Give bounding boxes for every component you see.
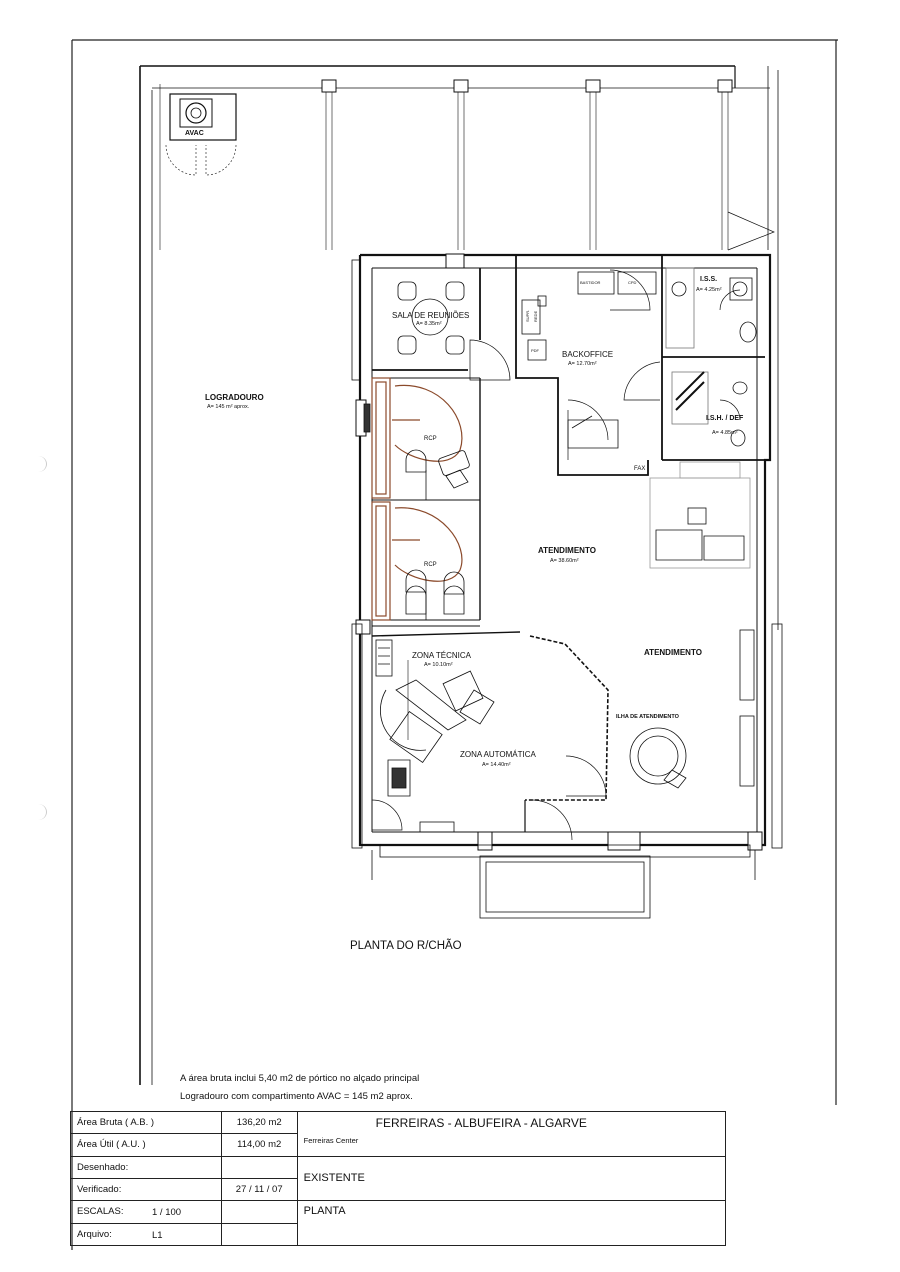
logradouro-area: A= 145 m² aprox. [207, 404, 250, 410]
rcp-2-label: RCP [424, 562, 437, 568]
logradouro-boundary [140, 66, 778, 1085]
area-util-value: 114,00 m2 [221, 1134, 297, 1156]
atendimento-area: A= 38.60m² [550, 558, 579, 564]
escalas-value: 1 / 100 [152, 1207, 182, 1218]
fax-label: FAX [634, 466, 646, 472]
ish-def-area: A= 4.85m² [712, 430, 738, 436]
sheet-type-cell [297, 1201, 725, 1246]
svg-text:CPD: CPD [628, 280, 637, 285]
svg-text:BASTIDOR: BASTIDOR [580, 280, 601, 285]
sala-reunioes-area: A= 8.35m² [416, 321, 442, 327]
ilha-atendimento-label: ILHA DE ATENDIMENTO [616, 714, 679, 720]
area-util-label: Área Útil ( A.U. ) [71, 1134, 222, 1156]
avac-label: AVAC [185, 130, 204, 137]
rcp-desk-units [372, 378, 462, 620]
desenhado-label: Desenhado: [71, 1156, 222, 1178]
client-text: Ferreiras Center [303, 1136, 359, 1145]
zona-tecnica-name: ZONA TÉCNICA [412, 651, 471, 660]
atendimento-2-name: ATENDIMENTO [644, 648, 702, 657]
svg-text:REDE: REDE [533, 310, 538, 322]
area-bruta-value: 136,20 m2 [221, 1112, 297, 1134]
sala-reunioes-name: SALA DE REUNIÕES [392, 311, 470, 320]
note-area-bruta: A área bruta inclui 5,40 m2 de pórtico no alçado principal [180, 1073, 420, 1084]
zona-automatica-area: A= 14.40m² [482, 762, 511, 768]
ish-def-name: I.S.H. / DEF [706, 415, 744, 422]
logradouro-name: LOGRADOURO [205, 393, 264, 402]
svg-text:SUPR.: SUPR. [525, 309, 530, 322]
punch-hole-bottom [30, 804, 47, 820]
equipment-tags [525, 280, 637, 353]
svg-text:PDF: PDF [531, 348, 539, 353]
punch-hole-top [30, 456, 47, 472]
area-bruta-label: Área Bruta ( A.B. ) [71, 1112, 222, 1134]
escalas-label: ESCALAS: [71, 1201, 222, 1223]
interior-walls [372, 255, 765, 832]
arquivo-label: Arquivo: [71, 1223, 222, 1245]
date-value: 27 / 11 / 07 [221, 1178, 297, 1200]
title-block [70, 1111, 726, 1246]
location-cell [297, 1112, 725, 1157]
rcp-1-label: RCP [424, 436, 437, 442]
backoffice-area: A= 12.70m² [568, 361, 597, 367]
zona-automatica-name: ZONA AUTOMÁTICA [460, 750, 536, 759]
drawing-title: PLANTA DO R/CHÃO [350, 940, 462, 952]
iss-area: A= 4.25m² [696, 287, 722, 293]
escalas-empty [221, 1201, 297, 1223]
sheet-type-text: PLANTA [303, 1205, 346, 1218]
desenhado-value [221, 1156, 297, 1178]
sheet-frame [72, 40, 838, 1250]
zona-tecnica-area: A= 10.10m² [424, 662, 453, 668]
location-text: FERREIRAS - ALBUFEIRA - ALGARVE [375, 1116, 587, 1130]
arquivo-empty [221, 1223, 297, 1245]
status-cell [297, 1156, 725, 1201]
note-logradouro: Logradouro com compartimento AVAC = 145 m2 aprox. [180, 1091, 413, 1102]
iss-name: I.S.S. [700, 276, 718, 283]
backoffice-name: BACKOFFICE [562, 350, 614, 359]
status-text: EXISTENTE [303, 1172, 365, 1185]
door-swings [372, 270, 740, 840]
atendimento-name: ATENDIMENTO [538, 546, 596, 555]
arquivo-value: L1 [152, 1230, 163, 1241]
verificado-label: Verificado: [71, 1178, 222, 1200]
